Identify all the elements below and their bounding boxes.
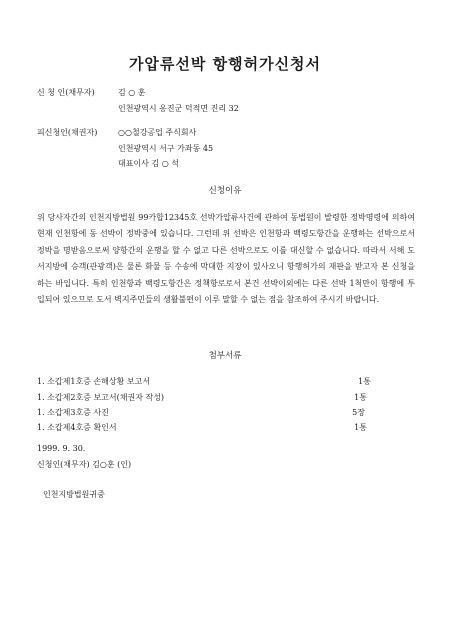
applicant-label: 신 청 인(채무자) xyxy=(37,88,95,97)
applicant-signature: 신청인(채무자) 김○훈 (인) xyxy=(37,460,132,469)
reason-heading: 신청이유 xyxy=(208,186,242,196)
reason-paragraph: 위 당사자간의 인천지방법원 99카합12345호 선박가압류사건에 관하여 동법원이 발령한 정박명령에 의하여 현재 인천항에 동 선박이 정박중에 있습니다. 그런데 위 선박은 인천항과 백령도항간을 운행하는 선박으로서 정박을 명받음으로써 양항간의 운행을 할 수 없고 다른 선박으로도 이를 대신할 수 없습니다. 따라서 서해 도서지방에 승객(관광객)은 물론 화물 등 수송에 막대한 지장이 있사오니 항행허가의 재판을 받고자 본 신청을 하는 바입니다. 특히 인천항과 백령도항간은 정책항로로서 본건 선박이외에는 다른 선박 1척만이 항행에 투입되어 있으므로 도서 벽지주민들의 생활불편이 이루 말할 수 없는 점을 참조하여 주시기 바랍니다. xyxy=(37,213,415,305)
document-title: 가압류선박 항행허가신청서 xyxy=(128,55,322,73)
respondent-address: 인천광역시 서구 가좌동 45 xyxy=(118,144,214,153)
attachment-name: 1. 소갑제3호증 사진 xyxy=(37,408,109,417)
attachments-heading: 첨부서류 xyxy=(208,351,242,361)
attachment-name: 1. 소갑제4호증 확인서 xyxy=(37,423,117,432)
attachment-name: 1. 소갑제2호증 보고서(채권자 작성) xyxy=(37,393,165,402)
attachment-name: 1. 소갑제1호증 손해상황 보고서 xyxy=(37,377,151,386)
respondent-name: ○○철강공업 주식회사 xyxy=(118,128,197,137)
court-addressee: 인천지방법원귀중 xyxy=(43,490,105,499)
respondent-representative: 대표이사 김 ○ 석 xyxy=(118,159,179,168)
applicant-name: 김 ○ 훈 xyxy=(118,88,146,97)
attachment-qty: 1통 xyxy=(354,423,367,432)
attachment-qty: 1통 xyxy=(354,393,367,402)
respondent-label: 피신청인(채권자) xyxy=(37,128,98,137)
attachment-qty: 1통 xyxy=(358,377,371,386)
applicant-address: 인천광역시 옹진군 덕적면 진리 32 xyxy=(118,104,239,113)
filing-date: 1999. 9. 30. xyxy=(37,444,86,453)
attachment-item xyxy=(37,376,371,388)
attachment-qty: 5장 xyxy=(352,408,365,417)
attachment-item xyxy=(37,392,367,404)
attachment-item xyxy=(37,407,367,419)
attachment-item xyxy=(37,422,367,434)
